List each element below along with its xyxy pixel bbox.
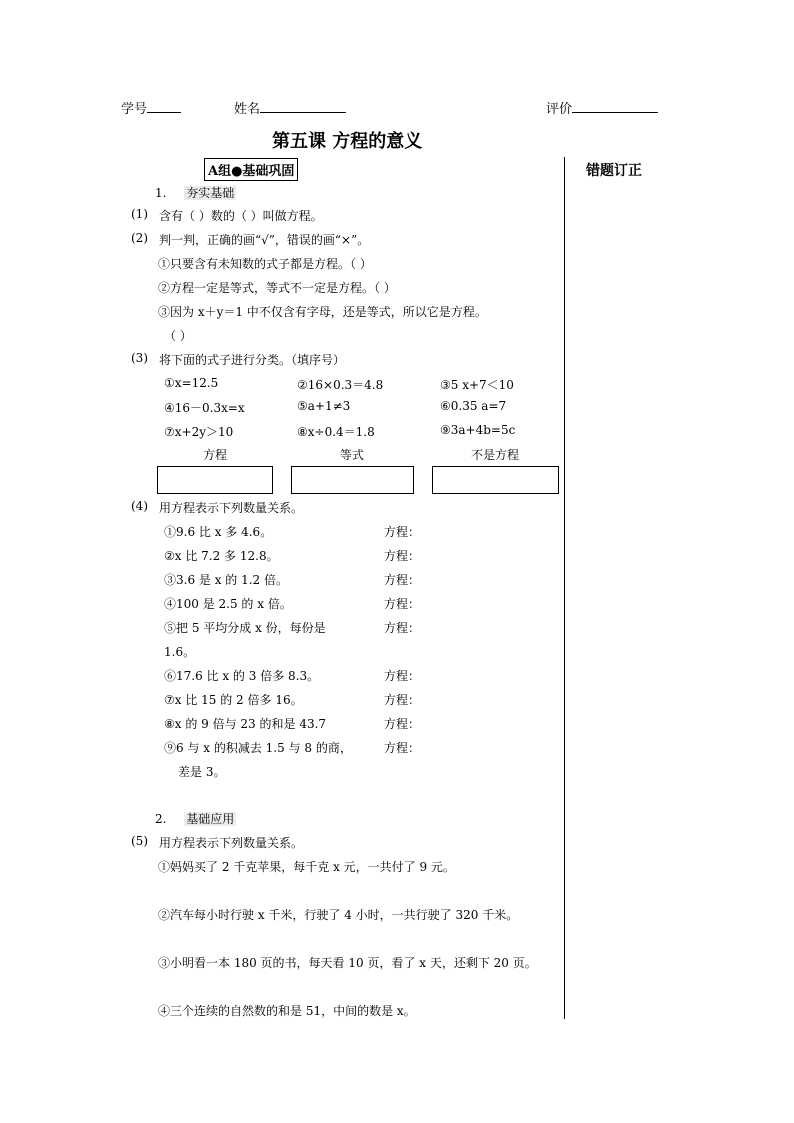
name-label: 姓名 <box>234 102 261 117</box>
page-title: 第五课 方程的意义 <box>272 131 423 152</box>
formula: ⑦x+2y＞10 <box>164 425 234 439</box>
q1-num: (1) <box>131 207 148 221</box>
q4-item: ⑧x 的 9 倍与 23 的和是 43.7 <box>164 717 327 731</box>
formula: ⑥0.35 a=7 <box>440 399 507 413</box>
student-no-label: 学号 <box>121 102 148 117</box>
grade-label: 评价 <box>546 102 573 117</box>
q3-num: (3) <box>131 351 148 365</box>
q4-answer-label: 方程： <box>384 525 421 539</box>
formula: ②16×0.3＝4.8 <box>297 378 384 392</box>
q4-item-continued: 差是 3。 <box>178 765 226 779</box>
q4-answer-label: 方程： <box>384 741 421 755</box>
section2-num: 2. <box>155 812 167 826</box>
section1-title: 夯实基础 <box>186 186 235 200</box>
answer-box-equality[interactable] <box>291 466 414 494</box>
q4-item: ⑦x 比 15 的 2 倍多 16。 <box>164 693 303 707</box>
q5-item: ①妈妈买了 2 千克苹果，每千克 x 元，一共付了 9 元。 <box>158 860 455 874</box>
student-no-field[interactable] <box>121 98 181 117</box>
q4-num: (4) <box>131 499 148 513</box>
q3-text: 将下面的式子进行分类。（填序号） <box>159 353 346 367</box>
q4-answer-label: 方程： <box>384 573 421 587</box>
q4-item: ⑥17.6 比 x 的 3 倍多 8.3。 <box>164 669 320 683</box>
q5-item: ②汽车每小时行驶 x 千米，行驶了 4 小时，一共行驶了 320 千米。 <box>158 908 519 922</box>
formula: ④16－0.3x=x <box>164 401 245 415</box>
q5-item: ③小明看一本 180 页的书，每天看 10 页，看了 x 天，还剩下 20 页。 <box>158 956 537 970</box>
category-label-equality: 等式 <box>339 448 364 462</box>
q4-answer-label: 方程： <box>384 621 421 635</box>
q2-item: （ ） <box>164 329 192 343</box>
q4-answer-label: 方程： <box>384 597 421 611</box>
category-label-equation: 方程 <box>202 448 227 462</box>
q4-item: ②x 比 7.2 多 12.8。 <box>164 549 279 563</box>
q4-item: ⑨6 与 x 的积减去 1.5 与 8 的商， <box>164 741 352 755</box>
q4-item: ③3.6 是 x 的 1.2 倍。 <box>164 573 289 587</box>
q2-text: 判一判，正确的画“√”，错误的画“×”。 <box>159 233 370 247</box>
section2-heading <box>155 810 236 827</box>
q4-text: 用方程表示下列数量关系。 <box>159 501 304 515</box>
q2-num: (2) <box>131 231 148 245</box>
formula: ⑨3a+4b=5c <box>440 423 516 437</box>
answer-box-equation[interactable] <box>157 466 273 494</box>
category-label-non-equation: 不是方程 <box>470 448 519 462</box>
q5-item: ④三个连续的自然数的和是 51，中间的数是 x。 <box>158 1004 416 1018</box>
answer-box-non-equation[interactable] <box>432 466 559 494</box>
formula: ⑧x÷0.4＝1.8 <box>297 425 375 439</box>
grade-blank[interactable] <box>572 100 658 113</box>
q2-item: ③因为 x＋y＝1 中不仅含有字母，还是等式，所以它是方程。 <box>158 305 487 319</box>
q5-text: 用方程表示下列数量关系。 <box>159 836 304 850</box>
q4-answer-label: 方程： <box>384 669 421 683</box>
q1-text: 含有（ ）数的（ ）叫做方程。 <box>159 209 323 223</box>
q4-item-continued: 1.6。 <box>164 645 196 659</box>
grade-field[interactable] <box>546 98 658 117</box>
formula: ⑤a+1≠3 <box>297 399 351 413</box>
q2-item: ②方程一定是等式，等式不一定是方程。（ ） <box>158 281 396 295</box>
q4-item: ⑤把 5 平均分成 x 份，每份是 <box>164 621 326 635</box>
q4-item: ①9.6 比 x 多 4.6。 <box>164 525 273 539</box>
q4-answer-label: 方程： <box>384 549 421 563</box>
formula: ①x=12.5 <box>164 376 219 390</box>
section2-title: 基础应用 <box>186 812 235 826</box>
q4-item: ④100 是 2.5 的 x 倍。 <box>164 597 292 611</box>
q4-answer-label: 方程： <box>384 693 421 707</box>
section1-heading <box>155 184 236 201</box>
q5-num: (5) <box>131 834 148 848</box>
group-label: A组●基础巩固 <box>204 158 298 181</box>
student-no-blank[interactable] <box>147 100 181 113</box>
column-divider <box>564 157 565 1019</box>
side-title: 错题订正 <box>586 163 642 179</box>
name-field[interactable] <box>234 98 346 117</box>
formula: ③5 x+7＜10 <box>440 378 514 392</box>
q2-item: ①只要含有未知数的式子都是方程。（ ） <box>158 257 372 271</box>
section1-num: 1. <box>155 186 167 200</box>
name-blank[interactable] <box>260 100 346 113</box>
q4-answer-label: 方程： <box>384 717 421 731</box>
